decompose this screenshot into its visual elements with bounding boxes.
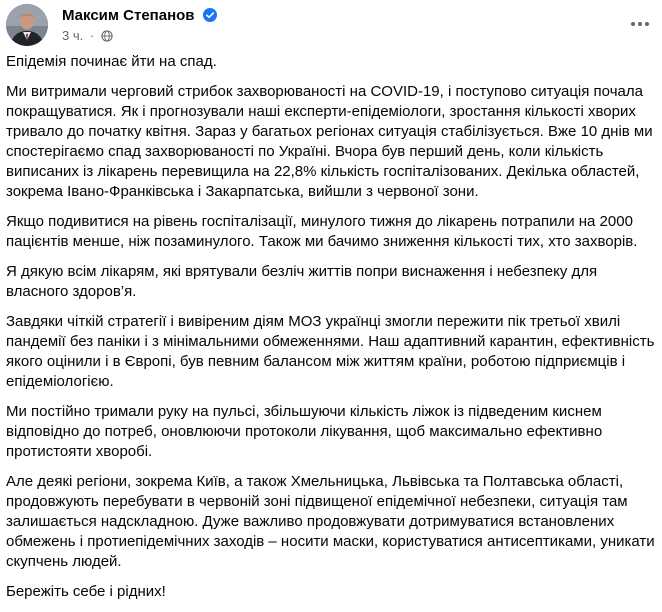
post-paragraph: Ми витримали черговий стрибок захворюваності на COVID-19, і поступово ситуація почала покращуватися. Як і прогнозували наші експерти-епідеміологи, зростання кількості хворих тривало до початку квітня. Зараз у багатьох регіонах ситуація стабілізується. Вже 10 днів ми спостерігаємо спад захворюваності по Україні. Вчора був перший день, коли кількість виписаних із лікарень перевищила на 22,8% кількість госпіталізованих. Декілька областей, зокрема Івано-Франківська і Закарпатська, вийшли з червоної зони. — [6, 83, 653, 200]
post-paragraph: Завдяки чіткій стратегії і вивіреним діям МОЗ українці змогли пережити пік третьої хвилі пандемії без паніки і з мінімальними обмеженнями. Наш адаптивний карантин, ефективність якого оцінили і в Європі, був певним балансом між життям країни, роботою підприємців і епідеміологією. — [6, 313, 655, 390]
post-timestamp[interactable]: 3 ч. — [62, 28, 84, 43]
more-options-button[interactable] — [628, 12, 652, 36]
author-name-row — [62, 6, 217, 26]
verified-badge-icon — [203, 8, 217, 22]
post-paragraph: Я дякую всім лікарям, які врятували безліч життів попри виснаження і небезпеку для власного здоров’я. — [6, 263, 598, 300]
globe-icon[interactable] — [101, 30, 113, 42]
author-name[interactable]: Максим Степанов — [62, 7, 195, 24]
post-body — [6, 52, 656, 612]
author-avatar[interactable] — [6, 4, 48, 46]
post-paragraph: Якщо подивитися на рівень госпіталізації, минулого тижня до лікарень потрапили на 2000 пацієнтів менше, ніж позаминулого. Також ми бачимо зниження кількості тих, хто захворів. — [6, 213, 638, 250]
post-paragraph: Бережіть себе і рідних! — [6, 583, 166, 600]
author-photo — [6, 4, 48, 46]
more-options-icon — [630, 21, 650, 27]
post-header — [6, 4, 656, 48]
post-meta — [62, 28, 113, 44]
post-paragraph: Ми постійно тримали руку на пульсі, збільшуючи кількість ліжок із підведеним киснем відповідно до потреб, оновлюючи протоколи лікування, щоб максимально ефективно протистояти хворобі. — [6, 403, 603, 460]
meta-separator: · — [89, 28, 95, 43]
post-paragraph: Але деякі регіони, зокрема Київ, а також Хмельницька, Львівська та Полтавська області, продовжують перебувати в червоній зоні підвищеної епідемічної небезпеки, ситуація там залишається надскладною. Дуже важливо продовжувати дотримуватися встановлених обмежень і протиепідемічних заходів – носити маски, користуватися антисептиками, уникати скупчень людей. — [6, 473, 655, 570]
post-paragraph: Епідемія починає йти на спад. — [6, 53, 217, 70]
